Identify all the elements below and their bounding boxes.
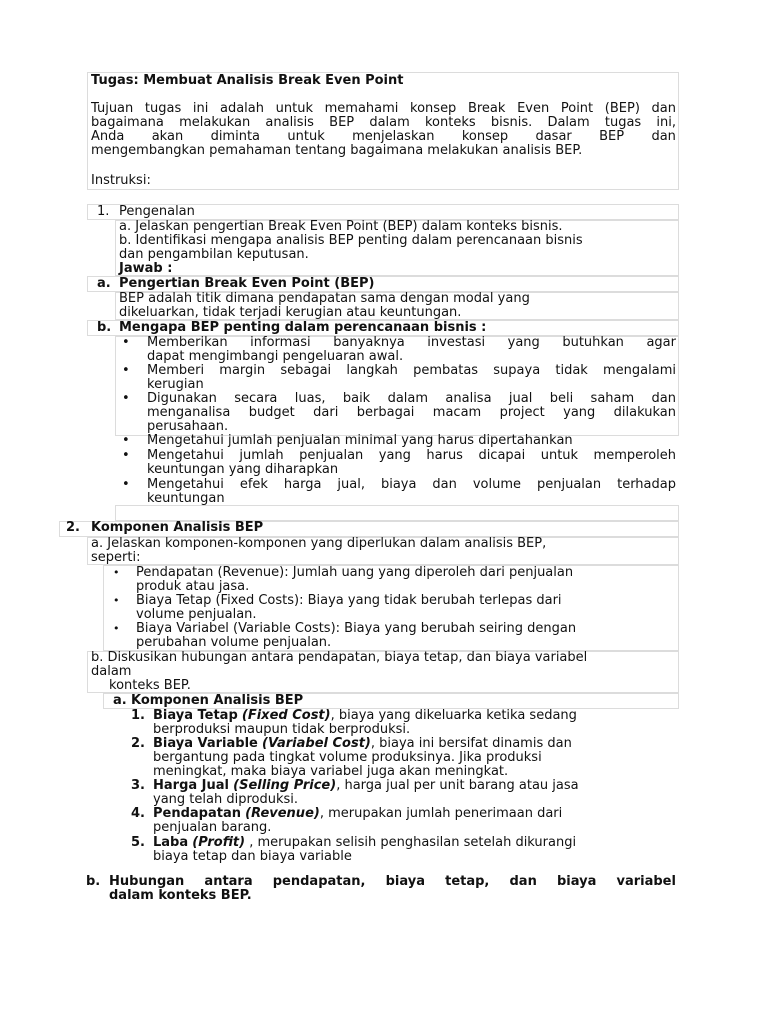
list-number: 2.: [131, 736, 145, 751]
definition: , merupakan selisih penghasilan setelah dikurangi: [245, 835, 577, 850]
term: Biaya Variable: [153, 736, 258, 751]
heading-word: tetap,: [445, 874, 490, 889]
task2-question-a-line1: a. Jelaskan komponen-komponen yang diperlukan dalam analisis BEP,: [91, 536, 547, 551]
bullet-icon: •: [122, 335, 130, 350]
list-number: 3.: [131, 778, 145, 793]
list-item: [153, 836, 576, 850]
bullet-line: perusahaan.: [147, 419, 229, 434]
task2-heading: Komponen Analisis BEP: [91, 520, 264, 535]
task1-number: 1.: [97, 204, 110, 219]
list-item-continuation: bergantung pada tingkat volume produksinya. Jika produksi: [153, 750, 542, 765]
bullet-line: dapat mengimbangi pengeluaran awal.: [147, 349, 404, 364]
intro-line-2: bagaimana melakukan analisis BEP dalam konteks bisnis. Dalam tugas ini,: [91, 115, 676, 130]
list-item-continuation: berproduksi maupun tidak berproduksi.: [153, 722, 411, 737]
list-item: [153, 779, 579, 793]
list-item-continuation: meningkat, maka biaya variabel juga akan meningkat.: [153, 764, 509, 779]
bullet-icon: •: [122, 391, 130, 406]
list-item-continuation: biaya tetap dan biaya variable: [153, 849, 352, 864]
task2-question-a-line2: seperti:: [91, 550, 141, 565]
answer-a-marker: a.: [97, 276, 111, 291]
term: Biaya Tetap: [153, 708, 238, 723]
bullets-end-frame: [115, 505, 679, 521]
intro-word: menjelaskan: [352, 129, 435, 144]
relation-heading-line2: dalam konteks BEP.: [109, 888, 252, 903]
heading-word: biaya: [385, 874, 425, 889]
bullet-icon: •: [113, 594, 120, 607]
heading-word: biaya: [556, 874, 597, 889]
jawab-label: Jawab :: [119, 261, 173, 276]
list-item: [153, 807, 562, 821]
bullet-line: Mengetahui jumlah penjualan yang harus dicapai untuk memperoleh: [147, 448, 676, 463]
term-english: (Selling Price): [233, 778, 337, 793]
task2-question-b-line3: konteks BEP.: [109, 678, 191, 693]
relation-marker: b.: [86, 874, 101, 889]
bullet-icon: •: [113, 622, 120, 635]
instruksi-label: Instruksi:: [91, 173, 151, 188]
component-line: produk atau jasa.: [136, 579, 250, 594]
definition: , harga jual per unit barang atau jasa: [336, 778, 579, 793]
list-number: 1.: [131, 708, 145, 723]
intro-word: diminta: [210, 129, 261, 144]
bullet-line: kerugian: [147, 377, 204, 392]
definition: , biaya yang dikeluarka ketika sedang: [330, 708, 577, 723]
intro-line-3: [91, 130, 676, 144]
intro-word: konsep: [461, 129, 509, 144]
task2-question-b-line1: b. Diskusikan hubungan antara pendapatan, biaya tetap, dan biaya variabel: [91, 650, 588, 665]
term: Harga Jual: [153, 778, 229, 793]
bullet-icon: •: [122, 477, 130, 492]
component-line: Biaya Variabel (Variable Costs): Biaya yang berubah seiring dengan: [136, 621, 577, 636]
term: Laba: [153, 835, 189, 850]
task1-question-a: a. Jelaskan pengertian Break Even Point (BEP) dalam konteks bisnis.: [119, 219, 563, 234]
answer-b-heading: Mengapa BEP penting dalam perencanaan bisnis :: [119, 320, 487, 335]
task2-question-b-line2: dalam: [91, 664, 132, 679]
intro-line-4: mengembangkan pemahaman tentang bagaimana melakukan analisis BEP.: [91, 143, 583, 158]
component-line: perubahan volume penjualan.: [136, 635, 332, 650]
heading-word: Hubungan: [109, 874, 185, 889]
bep-definition-line1: BEP adalah titik dimana pendapatan sama dengan modal yang: [119, 291, 530, 306]
definition: , biaya ini bersifat dinamis dan: [370, 736, 572, 751]
page-title: Tugas: Membuat Analisis Break Even Point: [91, 73, 404, 88]
list-item: [153, 709, 577, 723]
intro-word: dasar: [535, 129, 572, 144]
intro-word: dan: [651, 129, 676, 144]
component-line: Pendapatan (Revenue): Jumlah uang yang diperoleh dari penjualan: [136, 565, 574, 580]
intro-word: untuk: [287, 129, 325, 144]
bullet-icon: •: [122, 433, 130, 448]
component-line: volume penjualan.: [136, 607, 257, 622]
komponen-heading: Komponen Analisis BEP: [131, 693, 304, 708]
term-english: (Revenue): [245, 806, 320, 821]
intro-word: akan: [151, 129, 184, 144]
intro-word: Anda: [91, 129, 125, 144]
list-item-continuation: penjualan barang.: [153, 820, 272, 835]
answer-a-heading: Pengertian Break Even Point (BEP): [119, 276, 375, 291]
list-number: 4.: [131, 806, 145, 821]
intro-line-1: Tujuan tugas ini adalah untuk memahami konsep Break Even Point (BEP) dan: [91, 101, 676, 116]
answer-b-marker: b.: [97, 320, 112, 335]
bullet-line: Mengetahui efek harga jual, biaya dan volume penjualan terhadap: [147, 477, 676, 492]
term-english: (Profit): [192, 835, 246, 850]
task1-heading: Pengenalan: [119, 204, 195, 219]
komponen-marker: a.: [113, 693, 127, 708]
component-line: Biaya Tetap (Fixed Costs): Biaya yang tidak berubah terlepas dari: [136, 593, 562, 608]
list-item: [153, 737, 572, 751]
bullet-line: keuntungan: [147, 491, 225, 506]
term: Pendapatan: [153, 806, 241, 821]
bullet-line: Memberi margin sebagai langkah pembatas supaya tidak mengalami: [147, 363, 676, 378]
bullet-icon: •: [122, 363, 130, 378]
intro-word: BEP: [599, 129, 625, 144]
bullet-icon: •: [113, 566, 120, 579]
list-item-continuation: yang telah diproduksi.: [153, 792, 298, 807]
task1-question-b-line1: b. Identifikasi mengapa analisis BEP penting dalam perencanaan bisnis: [119, 233, 583, 248]
bep-definition-line2: dikeluarkan, tidak terjadi kerugian atau keuntungan.: [119, 305, 462, 320]
heading-word: pendapatan,: [272, 874, 366, 889]
bullet-line: Memberikan informasi banyaknya investasi yang butuhkan agar: [147, 335, 676, 350]
definition: , merupakan jumlah penerimaan dari: [319, 806, 563, 821]
bullet-line: Mengetahui jumlah penjualan minimal yang harus dipertahankan: [147, 433, 573, 448]
heading-word: variabel: [616, 874, 676, 889]
heading-word: antara: [204, 874, 253, 889]
bullet-line: menganalisa budget dari berbagai macam project yang dilakukan: [147, 405, 676, 420]
heading-word: dan: [509, 874, 537, 889]
bullet-line: keuntungan yang diharapkan: [147, 462, 339, 477]
list-number: 5.: [131, 835, 145, 850]
bullet-icon: •: [122, 448, 130, 463]
bullet-line: Digunakan secara luas, baik dalam analisa jual beli saham dan: [147, 391, 676, 406]
relation-heading-line1: [109, 875, 676, 889]
task2-number: 2.: [66, 520, 80, 535]
term-english: (Fixed Cost): [241, 708, 331, 723]
task1-question-b-line2: dan pengambilan keputusan.: [119, 247, 309, 262]
term-english: (Variabel Cost): [262, 736, 371, 751]
